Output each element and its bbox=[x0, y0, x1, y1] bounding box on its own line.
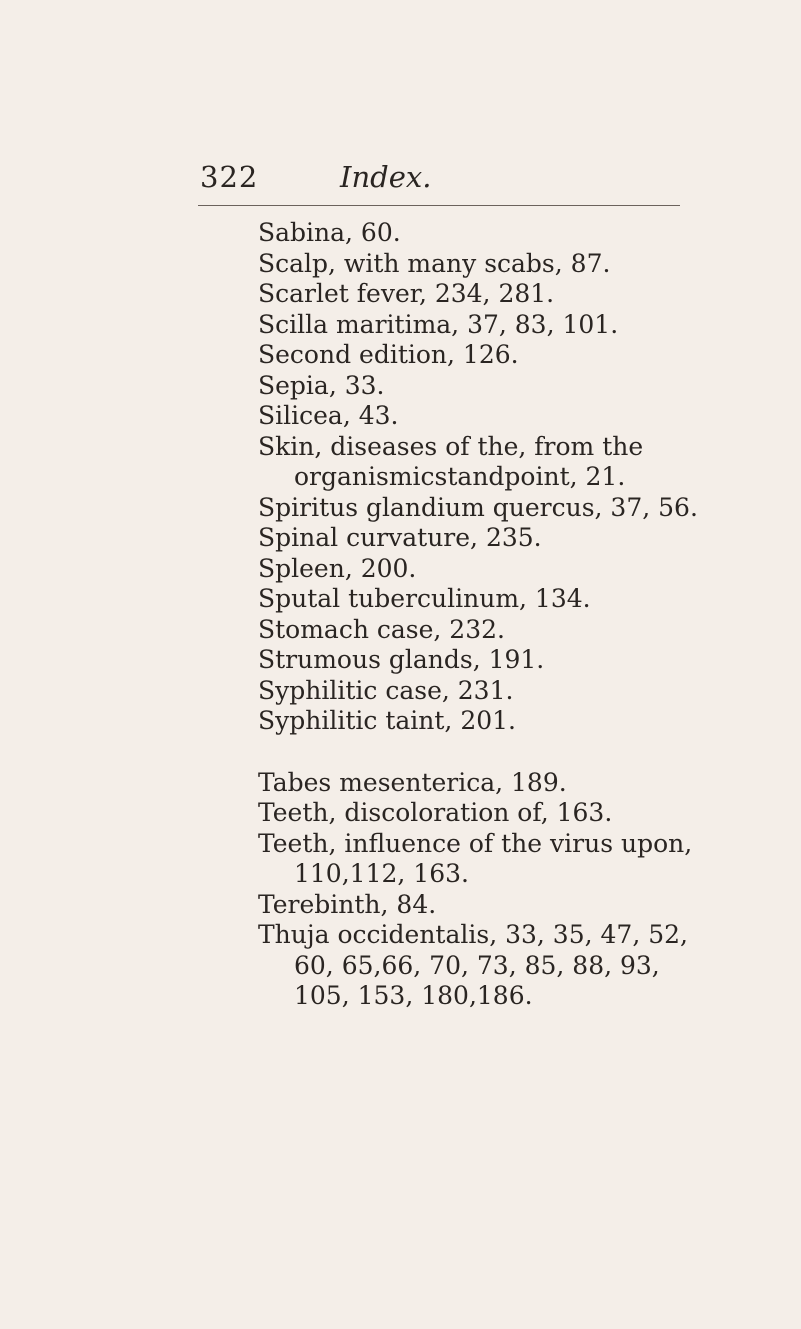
page-number: 322 bbox=[200, 160, 259, 194]
index-entry bbox=[258, 554, 698, 585]
entry-text: Syphilitic taint, 201. bbox=[258, 706, 516, 735]
entry-text: Stomach case, 232. bbox=[258, 614, 505, 644]
entry-text: Strumous glands, 191. bbox=[258, 645, 545, 674]
entry-text: Terebinth, 84. bbox=[258, 889, 437, 919]
page-header bbox=[200, 160, 680, 200]
entry-text: Thuja occidentalis, 33, 35, 47, 52, 60, 65, bbox=[258, 920, 688, 980]
index-entry bbox=[258, 584, 698, 615]
index-entry bbox=[258, 920, 698, 1012]
entry-text: Teeth, influence of the virus upon, 110, bbox=[258, 828, 693, 888]
index-entry bbox=[258, 432, 698, 493]
entry-text: Spiritus glandium quercus, 37, 56. bbox=[258, 492, 698, 522]
index-entry bbox=[258, 340, 698, 371]
index-entry bbox=[258, 249, 698, 280]
entry-text: Silicea, 43. bbox=[258, 401, 399, 430]
index-entry bbox=[258, 676, 698, 707]
entry-continuation: 186. bbox=[476, 981, 533, 1010]
index-entry bbox=[258, 890, 698, 921]
index-entry bbox=[258, 401, 698, 432]
index-entry bbox=[258, 645, 698, 676]
index-entry bbox=[258, 706, 698, 737]
index-entries bbox=[258, 218, 698, 1012]
entry-text: Sputal tuberculinum, 134. bbox=[258, 584, 591, 613]
index-entry bbox=[258, 768, 698, 799]
entry-text: Skin, diseases of the, from the organismic bbox=[258, 431, 644, 491]
entry-text: Syphilitic case, 231. bbox=[258, 675, 514, 705]
entry-text: Sabina, 60. bbox=[258, 218, 401, 247]
index-entry bbox=[258, 493, 698, 524]
entry-text: Second edition, 126. bbox=[258, 340, 519, 369]
index-entry bbox=[258, 310, 698, 341]
index-entry bbox=[258, 218, 698, 249]
entry-text: Scalp, with many scabs, 87. bbox=[258, 248, 611, 278]
index-entry bbox=[258, 371, 698, 402]
header-rule bbox=[198, 205, 680, 206]
entry-text: Scilla maritima, 37, 83, 101. bbox=[258, 309, 619, 339]
section-gap bbox=[258, 737, 698, 768]
entry-text: Spinal curvature, 235. bbox=[258, 523, 542, 552]
entry-text: Scarlet fever, 234, 281. bbox=[258, 279, 555, 308]
entry-text: Sepia, 33. bbox=[258, 370, 385, 400]
running-head: Index. bbox=[340, 160, 432, 194]
index-entry bbox=[258, 615, 698, 646]
index-entry bbox=[258, 798, 698, 829]
entry-text: Spleen, 200. bbox=[258, 553, 417, 583]
entry-continuation: 112, 163. bbox=[349, 859, 469, 888]
entry-text: Tabes mesenterica, 189. bbox=[258, 767, 567, 797]
index-entry bbox=[258, 829, 698, 890]
index-entry bbox=[258, 279, 698, 310]
entry-text: Teeth, discoloration of, 163. bbox=[258, 798, 613, 827]
entry-continuation: 66, 70, 73, 85, 88, 93, 105, 153, 180, bbox=[294, 950, 660, 1010]
index-entry bbox=[258, 523, 698, 554]
entry-continuation: standpoint, 21. bbox=[434, 462, 626, 491]
